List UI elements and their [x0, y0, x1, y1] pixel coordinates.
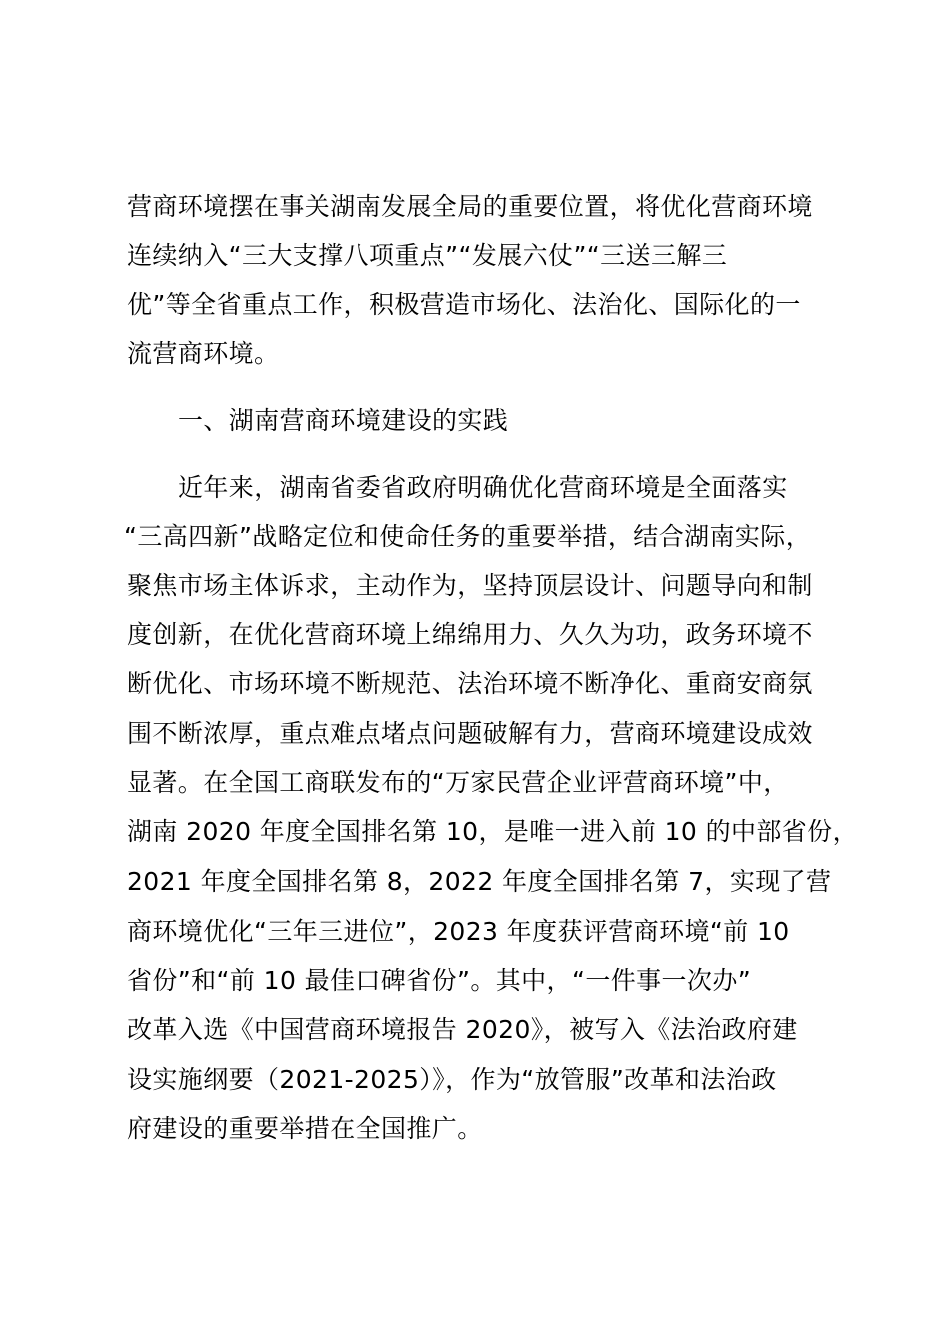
text-line: 聚焦市场主体诉求，主动作为，坚持顶层设计、问题导向和制: [127, 571, 813, 600]
text-line: 湖南 2020 年度全国排名第 10，是唯一进入前 10 的中部省份，: [127, 817, 858, 846]
text-line: 度创新，在优化营商环境上绵绵用力、久久为功，政务环境不: [127, 620, 813, 649]
text-line: 显著。在全国工商联发布的“万家民营企业评营商环境”中，: [127, 768, 789, 797]
text-line: 2021 年度全国排名第 8，2022 年度全国排名第 7，实现了营: [127, 867, 832, 896]
text-line: 连续纳入“三大支撑八项重点”“发展六仗”“三送三解三: [127, 241, 728, 270]
text-line: 流营商环境。: [127, 339, 280, 368]
text-line: 设实施纲要（2021-2025）》，作为“放管服”改革和法治政: [127, 1065, 777, 1094]
text-line: 近年来，湖南省委省政府明确优化营商环境是全面落实: [178, 473, 788, 502]
text-line: 优”等全省重点工作，积极营造市场化、法治化、国际化的一: [127, 290, 801, 319]
text-line: 改革入选《中国营商环境报告 2020》，被写入《法治政府建: [127, 1015, 798, 1044]
text-line: 营商环境摆在事关湖南发展全局的重要位置，将优化营商环境: [127, 192, 813, 221]
text-line: 省份”和“前 10 最佳口碑省份”。其中，“一件事一次办”: [127, 966, 752, 995]
text-line: “三高四新”战略定位和使命任务的重要举措，结合湖南实际，: [124, 522, 812, 551]
text-line: 围不断浓厚，重点难点堵点问题破解有力，营商环境建设成效: [127, 719, 813, 748]
section-heading: 一、湖南营商环境建设的实践: [178, 406, 509, 435]
text-line: 断优化、市场环境不断规范、法治环境不断净化、重商安商氛: [127, 669, 813, 698]
text-line: 商环境优化“三年三进位”，2023 年度获评营商环境“前 10: [127, 917, 790, 946]
text-line: 府建设的重要举措在全国推广。: [127, 1114, 483, 1143]
